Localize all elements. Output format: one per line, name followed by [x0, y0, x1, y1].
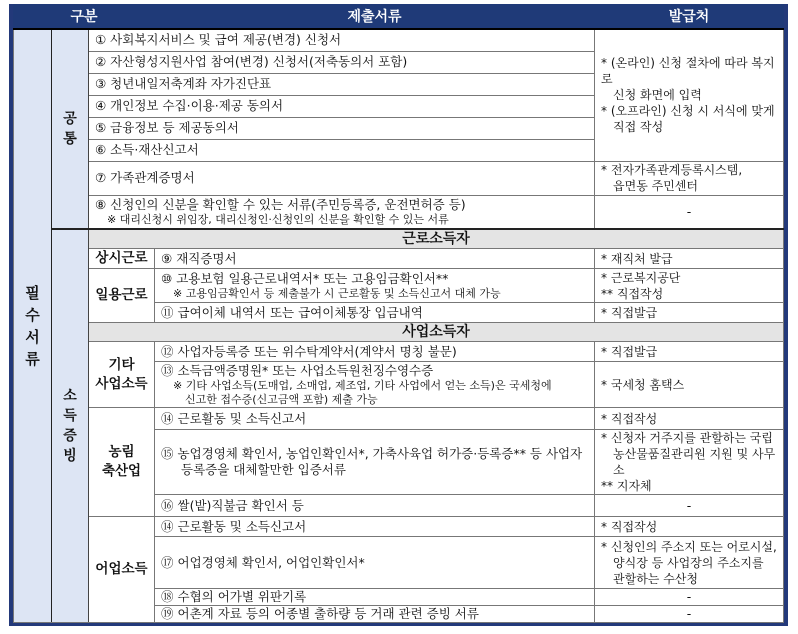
table-row	[14, 161, 784, 195]
doc-1: ① 사회복지서비스 및 급여 제공(변경) 신청서	[89, 29, 595, 51]
doc-15: ⑮ 농업경영체 확인서, 농업인확인서*, 가축사육업 허가증·등록증** 등 사업자 등록증을 대체할만한 입증서류	[155, 430, 595, 495]
table-row	[14, 195, 784, 229]
doc-14-fishery: ⑭ 근로활동 및 소득신고서	[155, 517, 595, 537]
common-label: 공 통	[52, 29, 89, 229]
issuer-18: -	[595, 589, 784, 606]
doc-12: ⑫ 사업자등록증 또는 위수탁계약서(계약서 명칭 불문)	[155, 342, 595, 362]
issuer-14-fishery: * 직접작성	[595, 517, 784, 537]
required-documents-table	[13, 4, 784, 623]
table-row	[14, 269, 784, 303]
doc-10: ⑩ 고용보험 일용근로내역서* 또는 고용임금확인서** ※ 고용임금확인서 등 제출불가 시 근로활동 및 소득신고서 대체 가능	[155, 269, 595, 303]
doc-11: ⑪ 급여이체 내역서 또는 급여이체통장 입금내역	[155, 303, 595, 323]
regular-work-label: 상시근로	[89, 249, 155, 269]
doc-3: ③ 청년내일저축계좌 자가진단표	[89, 73, 595, 95]
issuer-15: * 신청자 거주지를 관할하는 국립 농산물품질관리원 지원 및 사무소 ** 지자체	[595, 430, 784, 495]
header-gubun: 구분	[14, 5, 155, 30]
doc-19: ⑲ 어촌계 자료 등의 어종별 출하량 등 거래 관련 증빙 서류	[155, 606, 595, 623]
issuer-17: * 신청인의 주소지 또는 어로시설, 양식장 등 사업장의 주소지를 관할하는 수산청	[595, 537, 784, 589]
required-documents-table-frame	[9, 4, 788, 626]
doc-14-farming: ⑭ 근로활동 및 소득신고서	[155, 408, 595, 430]
issuer-12: * 직접발급	[595, 342, 784, 362]
doc-8: ⑧ 신청인의 신분을 확인할 수 있는 서류(주민등록증, 운전면허증 등) ※ 대리신청시 위임장, 대리신청인·신청인의 신분을 확인할 수 있는 서류	[89, 195, 595, 229]
table-header-row	[14, 5, 784, 30]
doc-5: ⑤ 금융정보 등 제공동의서	[89, 117, 595, 139]
table-row	[14, 342, 784, 362]
table-row	[14, 29, 784, 51]
issuer-14-farming: * 직접작성	[595, 408, 784, 430]
issuer-11: * 직접발급	[595, 303, 784, 323]
issuer-13: * 국세청 홈택스	[595, 362, 784, 408]
table-row	[14, 517, 784, 537]
required-docs-label: 필 수 서 류	[14, 29, 52, 623]
issuer-10: * 근로복지공단 ** 직접작성	[595, 269, 784, 303]
issuer-common-1-6: * (온라인) 신청 절차에 따라 복지로 신청 화면에 입력 * (오프라인) 신청 시 서식에 맞게 직접 작성	[595, 29, 784, 161]
fishery-label: 어업소득	[89, 517, 155, 623]
daily-work-label: 일용근로	[89, 269, 155, 323]
doc-16: ⑯ 쌀(밭)직불금 확인서 등	[155, 495, 595, 517]
header-documents: 제출서류	[155, 5, 595, 30]
doc-9: ⑨ 재직증명서	[155, 249, 595, 269]
other-business-label: 기타 사업소득	[89, 342, 155, 408]
doc-6: ⑥ 소득·재산신고서	[89, 139, 595, 161]
table-row	[14, 249, 784, 269]
table-row	[14, 408, 784, 430]
doc-4: ④ 개인정보 수집·이용·제공 동의서	[89, 95, 595, 117]
issuer-16: -	[595, 495, 784, 517]
issuer-8: -	[595, 195, 784, 229]
issuer-7: * 전자가족관계등록시스템, 읍면동 주민센터	[595, 161, 784, 195]
income-proof-label: 소 득 증 빙	[52, 229, 89, 623]
doc-17: ⑰ 어업경영체 확인서, 어업인확인서*	[155, 537, 595, 589]
farming-label: 농림 축산업	[89, 408, 155, 517]
issuer-19: -	[595, 606, 784, 623]
doc-2: ② 자산형성지원사업 참여(변경) 신청서(저축동의서 포함)	[89, 51, 595, 73]
business-income-band: 사업소득자	[89, 323, 784, 342]
earned-income-band: 근로소득자	[89, 229, 784, 249]
doc-18: ⑱ 수협의 어가별 위판기록	[155, 589, 595, 606]
header-issuer: 발급처	[595, 5, 784, 30]
issuer-9: * 재직처 발급	[595, 249, 784, 269]
doc-7: ⑦ 가족관계증명서	[89, 161, 595, 195]
business-income-band-row	[14, 323, 784, 342]
doc-13: ⑬ 소득금액증명원* 또는 사업소득원천징수영수증 ※ 기타 사업소득(도매업, 소매업, 제조업, 기타 사업에서 얻는 소득)은 국세청에 신고한 접수증(신고금액 포함) 제출 가능	[155, 362, 595, 408]
earned-income-band-row	[14, 229, 784, 249]
